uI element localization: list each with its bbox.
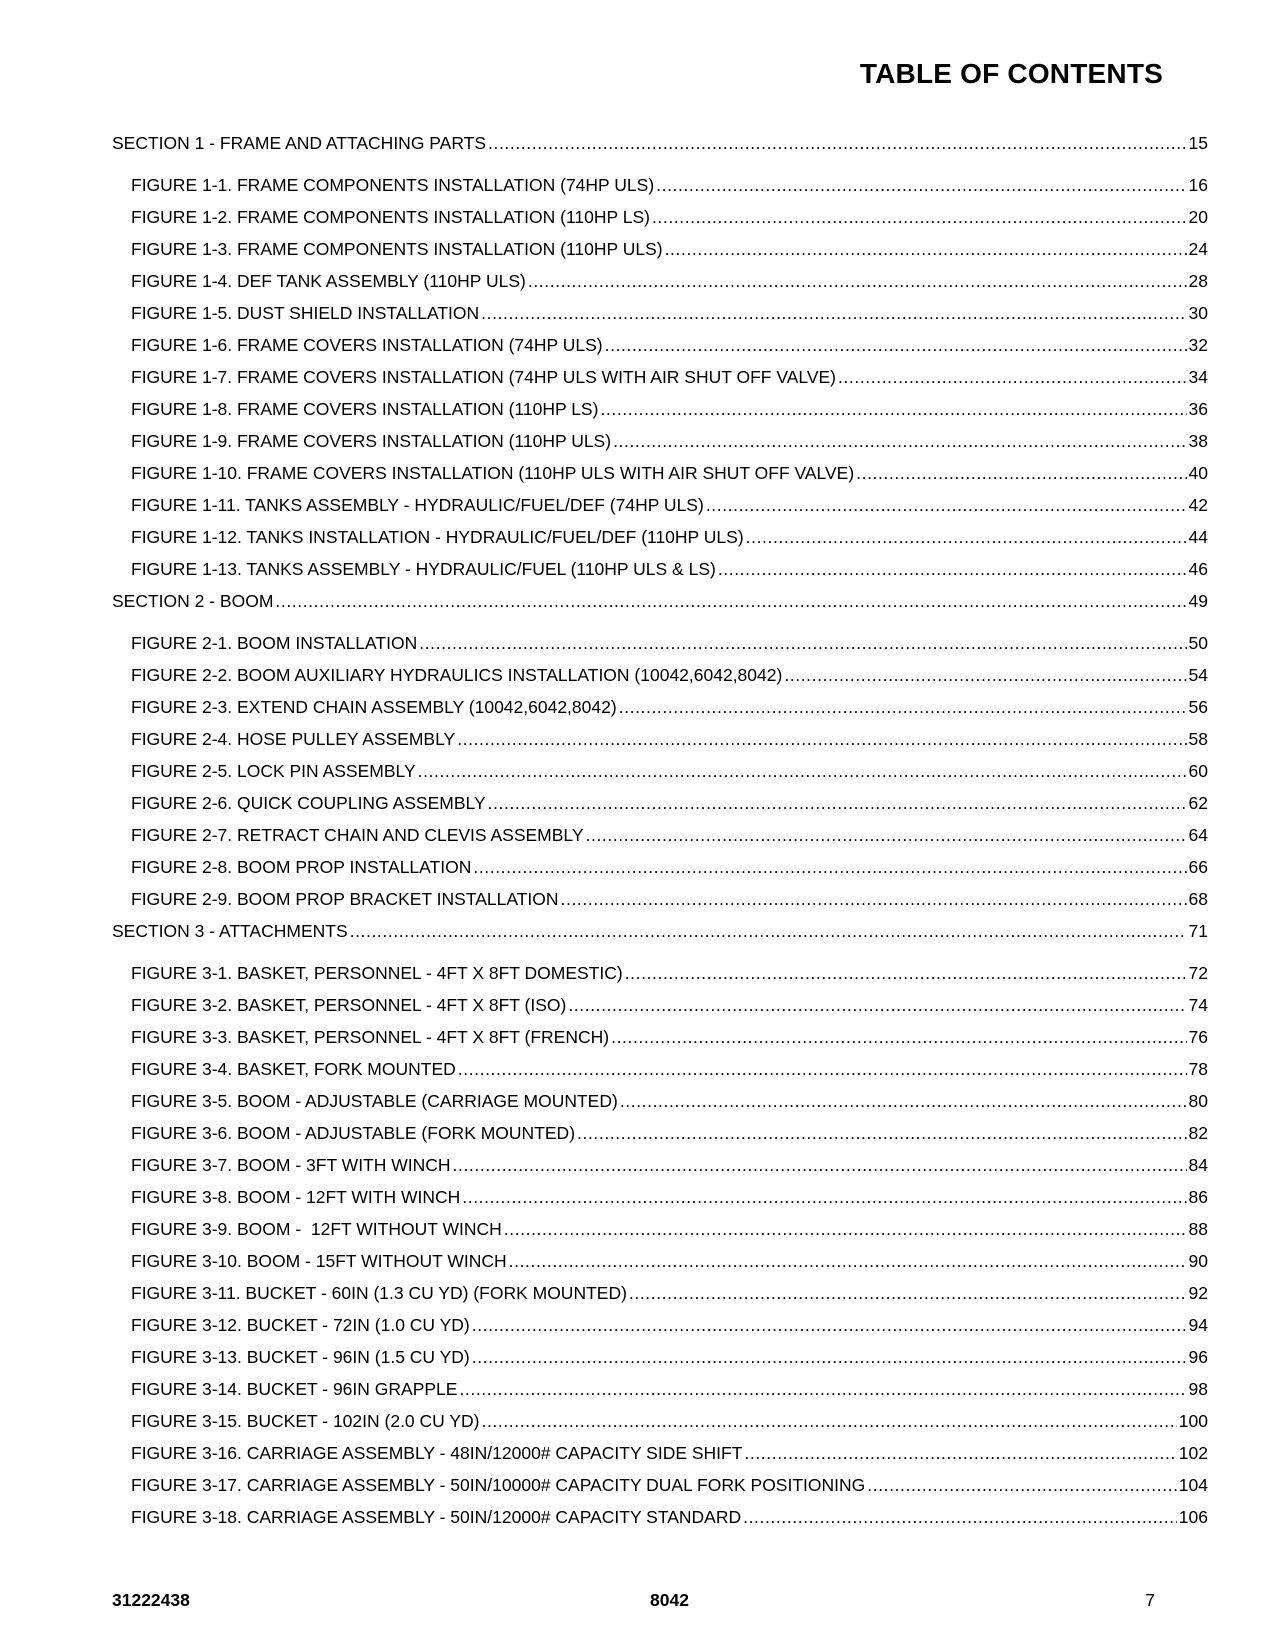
toc-entry-page-number: 78: [1188, 1059, 1208, 1079]
dot-leader: [577, 1123, 1187, 1143]
toc-entry-title: FIGURE 2-6. QUICK COUPLING ASSEMBLY: [131, 793, 486, 813]
dot-leader: [568, 995, 1186, 1015]
toc-figure-entry[interactable]: [112, 1411, 1208, 1443]
toc-entry-page-number: 60: [1188, 761, 1208, 781]
page-title: TABLE OF CONTENTS: [859, 58, 1163, 89]
toc-entry-page-number: 44: [1188, 527, 1208, 547]
toc-figure-entry[interactable]: [112, 1251, 1208, 1283]
dot-leader: [586, 825, 1187, 845]
toc-entry-page-number: 58: [1188, 729, 1208, 749]
toc-entry-title: FIGURE 3-13. BUCKET - 96IN (1.5 CU YD): [131, 1347, 470, 1367]
dot-leader: [481, 1411, 1176, 1431]
dot-leader: [504, 1219, 1187, 1239]
toc-entry-title: FIGURE 3-6. BOOM - ADJUSTABLE (FORK MOUNTED): [131, 1123, 576, 1143]
toc-entry-title: FIGURE 1-7. FRAME COVERS INSTALLATION (74HP ULS WITH AIR SHUT OFF VALVE): [131, 367, 836, 387]
toc-entry-page-number: 106: [1178, 1507, 1208, 1527]
toc-entry-page-number: 38: [1188, 431, 1208, 451]
toc-figure-entry[interactable]: [112, 761, 1208, 793]
toc-figure-entry[interactable]: [112, 1187, 1208, 1219]
toc-entry-page-number: 54: [1188, 665, 1208, 685]
dot-leader: [706, 495, 1187, 515]
dot-leader: [629, 1283, 1187, 1303]
toc-entry-title: FIGURE 3-1. BASKET, PERSONNEL - 4FT X 8FT DOMESTIC): [131, 963, 623, 983]
toc-figure-entry[interactable]: [112, 889, 1208, 921]
toc-figure-entry[interactable]: [112, 963, 1208, 995]
toc-figure-entry[interactable]: [112, 1347, 1208, 1379]
toc-entry-title: FIGURE 3-14. BUCKET - 96IN GRAPPLE: [131, 1379, 458, 1399]
toc-figure-entry[interactable]: [112, 697, 1208, 729]
toc-entry-title: FIGURE 3-9. BOOM - 12FT WITHOUT WINCH: [131, 1219, 502, 1239]
dot-leader: [743, 1507, 1177, 1527]
toc-entry-title: FIGURE 1-13. TANKS ASSEMBLY - HYDRAULIC/FUEL (110HP ULS & LS): [131, 559, 716, 579]
toc-entry-title: FIGURE 1-6. FRAME COVERS INSTALLATION (74HP ULS): [131, 335, 603, 355]
toc-entry-title: FIGURE 3-17. CARRIAGE ASSEMBLY - 50IN/10000# CAPACITY DUAL FORK POSITIONING: [131, 1475, 866, 1495]
toc-entry-page-number: 76: [1188, 1027, 1208, 1047]
toc-entry-page-number: 15: [1188, 133, 1208, 153]
dot-leader: [488, 793, 1187, 813]
dot-leader: [619, 697, 1187, 717]
dot-leader: [561, 889, 1187, 909]
toc-entry-title: FIGURE 3-16. CARRIAGE ASSEMBLY - 48IN/12000# CAPACITY SIDE SHIFT: [131, 1443, 743, 1463]
toc-figure-entry[interactable]: [112, 431, 1208, 463]
toc-figure-entry[interactable]: [112, 1507, 1208, 1539]
toc-entry-page-number: 74: [1188, 995, 1208, 1015]
toc-figure-entry[interactable]: [112, 1155, 1208, 1187]
toc-entry-title: FIGURE 3-7. BOOM - 3FT WITH WINCH: [131, 1155, 451, 1175]
toc-entry-page-number: 102: [1178, 1443, 1208, 1463]
toc-entry-page-number: 42: [1188, 495, 1208, 515]
toc-figure-entry[interactable]: [112, 1091, 1208, 1123]
toc-figure-entry[interactable]: [112, 1059, 1208, 1091]
toc-entry-title: FIGURE 3-18. CARRIAGE ASSEMBLY - 50IN/12000# CAPACITY STANDARD: [131, 1507, 742, 1527]
toc-entry-title: FIGURE 2-5. LOCK PIN ASSEMBLY: [131, 761, 416, 781]
toc-entry-title: FIGURE 1-12. TANKS INSTALLATION - HYDRAULIC/FUEL/DEF (110HP ULS): [131, 527, 744, 547]
toc-entry-page-number: 36: [1188, 399, 1208, 419]
toc-entry-title: FIGURE 3-11. BUCKET - 60IN (1.3 CU YD) (FORK MOUNTED): [131, 1283, 627, 1303]
toc-entry-title: FIGURE 3-3. BASKET, PERSONNEL - 4FT X 8FT (FRENCH): [131, 1027, 610, 1047]
toc-entry-title: FIGURE 3-10. BOOM - 15FT WITHOUT WINCH: [131, 1251, 507, 1271]
toc-entry-title: FIGURE 1-5. DUST SHIELD INSTALLATION: [131, 303, 480, 323]
toc-figure-entry[interactable]: [112, 1123, 1208, 1155]
footer-model: 8042: [650, 1590, 689, 1610]
toc-entry-page-number: 62: [1188, 793, 1208, 813]
footer-page-number: 7: [1145, 1590, 1155, 1610]
toc-figure-entry[interactable]: [112, 1379, 1208, 1411]
dot-leader: [867, 1475, 1177, 1495]
toc-entry-page-number: 66: [1188, 857, 1208, 877]
toc-entry-title: SECTION 3 - ATTACHMENTS: [112, 921, 348, 941]
toc-entry-title: FIGURE 1-11. TANKS ASSEMBLY - HYDRAULIC/FUEL/DEF (74HP ULS): [131, 495, 704, 515]
toc-figure-entry[interactable]: [112, 271, 1208, 303]
toc-section-entry[interactable]: [112, 133, 1208, 175]
dot-leader: [350, 921, 1187, 941]
dot-leader: [625, 963, 1187, 983]
toc-entry-page-number: 46: [1188, 559, 1208, 579]
toc-figure-entry[interactable]: [112, 729, 1208, 761]
toc-entry-title: FIGURE 2-4. HOSE PULLEY ASSEMBLY: [131, 729, 456, 749]
toc-entry-page-number: 100: [1178, 1411, 1208, 1431]
dot-leader: [652, 207, 1187, 227]
dot-leader: [453, 1155, 1187, 1175]
dot-leader: [419, 633, 1186, 653]
toc-figure-entry[interactable]: [112, 175, 1208, 207]
toc-figure-entry[interactable]: [112, 995, 1208, 1027]
toc-entry-title: FIGURE 1-10. FRAME COVERS INSTALLATION (110HP ULS WITH AIR SHUT OFF VALVE): [131, 463, 855, 483]
toc-entry-page-number: 104: [1178, 1475, 1208, 1495]
toc-figure-entry[interactable]: [112, 1315, 1208, 1347]
dot-leader: [462, 1187, 1186, 1207]
toc-entry-title: FIGURE 1-2. FRAME COMPONENTS INSTALLATION (110HP LS): [131, 207, 650, 227]
table-of-contents: [112, 133, 1208, 1539]
dot-leader: [744, 1443, 1176, 1463]
toc-entry-page-number: 32: [1188, 335, 1208, 355]
dot-leader: [665, 239, 1187, 259]
toc-entry-title: FIGURE 1-3. FRAME COMPONENTS INSTALLATION (110HP ULS): [131, 239, 663, 259]
dot-leader: [481, 303, 1186, 323]
dot-leader: [472, 1315, 1187, 1335]
dot-leader: [459, 1379, 1186, 1399]
toc-figure-entry[interactable]: [112, 633, 1208, 665]
dot-leader: [856, 463, 1186, 483]
footer-document-number: 31222438: [112, 1590, 190, 1610]
dot-leader: [784, 665, 1186, 685]
toc-entry-page-number: 40: [1188, 463, 1208, 483]
toc-entry-title: FIGURE 1-4. DEF TANK ASSEMBLY (110HP ULS): [131, 271, 526, 291]
toc-entry-page-number: 80: [1188, 1091, 1208, 1111]
dot-leader: [600, 399, 1186, 419]
toc-entry-title: FIGURE 2-3. EXTEND CHAIN ASSEMBLY (10042,6042,8042): [131, 697, 617, 717]
toc-entry-page-number: 84: [1188, 1155, 1208, 1175]
toc-figure-entry[interactable]: [112, 665, 1208, 697]
toc-entry-title: FIGURE 3-15. BUCKET - 102IN (2.0 CU YD): [131, 1411, 480, 1431]
toc-entry-page-number: 82: [1188, 1123, 1208, 1143]
toc-entry-title: FIGURE 3-12. BUCKET - 72IN (1.0 CU YD): [131, 1315, 470, 1335]
toc-entry-page-number: 96: [1188, 1347, 1208, 1367]
dot-leader: [418, 761, 1187, 781]
toc-figure-entry[interactable]: [112, 463, 1208, 495]
toc-entry-page-number: 16: [1188, 175, 1208, 195]
dot-leader: [656, 175, 1186, 195]
toc-entry-page-number: 86: [1188, 1187, 1208, 1207]
dot-leader: [613, 431, 1186, 451]
toc-entry-title: FIGURE 2-7. RETRACT CHAIN AND CLEVIS ASSEMBLY: [131, 825, 584, 845]
toc-entry-title: FIGURE 1-8. FRAME COVERS INSTALLATION (110HP LS): [131, 399, 599, 419]
toc-entry-page-number: 98: [1188, 1379, 1208, 1399]
toc-entry-title: FIGURE 2-8. BOOM PROP INSTALLATION: [131, 857, 472, 877]
toc-figure-entry[interactable]: [112, 1219, 1208, 1251]
dot-leader: [746, 527, 1187, 547]
toc-entry-page-number: 28: [1188, 271, 1208, 291]
toc-figure-entry[interactable]: [112, 825, 1208, 857]
toc-entry-title: FIGURE 3-4. BASKET, FORK MOUNTED: [131, 1059, 456, 1079]
toc-figure-entry[interactable]: [112, 495, 1208, 527]
dot-leader: [275, 591, 1186, 611]
dot-leader: [718, 559, 1187, 579]
toc-entry-page-number: 24: [1188, 239, 1208, 259]
toc-figure-entry[interactable]: [112, 367, 1208, 399]
toc-entry-page-number: 50: [1188, 633, 1208, 653]
toc-entry-page-number: 20: [1188, 207, 1208, 227]
toc-entry-title: FIGURE 3-8. BOOM - 12FT WITH WINCH: [131, 1187, 461, 1207]
toc-entry-page-number: 34: [1188, 367, 1208, 387]
toc-figure-entry[interactable]: [112, 793, 1208, 825]
toc-figure-entry[interactable]: [112, 1027, 1208, 1059]
toc-figure-entry[interactable]: [112, 559, 1208, 591]
toc-entry-page-number: 92: [1188, 1283, 1208, 1303]
toc-entry-page-number: 56: [1188, 697, 1208, 717]
dot-leader: [611, 1027, 1186, 1047]
toc-entry-page-number: 94: [1188, 1315, 1208, 1335]
toc-entry-page-number: 71: [1188, 921, 1208, 941]
dot-leader: [605, 335, 1187, 355]
dot-leader: [457, 729, 1186, 749]
dot-leader: [620, 1091, 1187, 1111]
toc-entry-page-number: 30: [1188, 303, 1208, 323]
toc-figure-entry[interactable]: [112, 335, 1208, 367]
toc-section-entry[interactable]: [112, 921, 1208, 963]
toc-figure-entry[interactable]: [112, 857, 1208, 889]
toc-entry-title: FIGURE 1-9. FRAME COVERS INSTALLATION (110HP ULS): [131, 431, 612, 451]
toc-entry-page-number: 90: [1188, 1251, 1208, 1271]
dot-leader: [838, 367, 1187, 387]
toc-figure-entry[interactable]: [112, 399, 1208, 431]
toc-entry-title: FIGURE 3-5. BOOM - ADJUSTABLE (CARRIAGE MOUNTED): [131, 1091, 618, 1111]
toc-figure-entry[interactable]: [112, 1283, 1208, 1315]
toc-entry-page-number: 49: [1188, 591, 1208, 611]
toc-entry-page-number: 68: [1188, 889, 1208, 909]
toc-figure-entry[interactable]: [112, 303, 1208, 335]
toc-entry-title: FIGURE 2-2. BOOM AUXILIARY HYDRAULICS INSTALLATION (10042,6042,8042): [131, 665, 783, 685]
toc-entry-page-number: 72: [1188, 963, 1208, 983]
dot-leader: [472, 1347, 1187, 1367]
toc-entry-title: FIGURE 3-2. BASKET, PERSONNEL - 4FT X 8FT (ISO): [131, 995, 567, 1015]
toc-figure-entry[interactable]: [112, 1443, 1208, 1475]
dot-leader: [509, 1251, 1187, 1271]
toc-entry-page-number: 64: [1188, 825, 1208, 845]
toc-figure-entry[interactable]: [112, 239, 1208, 271]
toc-section-entry[interactable]: [112, 591, 1208, 633]
toc-entry-title: FIGURE 1-1. FRAME COMPONENTS INSTALLATION (74HP ULS): [131, 175, 655, 195]
dot-leader: [473, 857, 1186, 877]
dot-leader: [528, 271, 1187, 291]
toc-entry-title: SECTION 2 - BOOM: [112, 591, 274, 611]
toc-entry-title: SECTION 1 - FRAME AND ATTACHING PARTS: [112, 133, 487, 153]
dot-leader: [458, 1059, 1187, 1079]
toc-figure-entry[interactable]: [112, 207, 1208, 239]
toc-entry-page-number: 88: [1188, 1219, 1208, 1239]
toc-entry-title: FIGURE 2-1. BOOM INSTALLATION: [131, 633, 418, 653]
dot-leader: [488, 133, 1187, 153]
toc-entry-title: FIGURE 2-9. BOOM PROP BRACKET INSTALLATION: [131, 889, 559, 909]
toc-figure-entry[interactable]: [112, 1475, 1208, 1507]
toc-figure-entry[interactable]: [112, 527, 1208, 559]
